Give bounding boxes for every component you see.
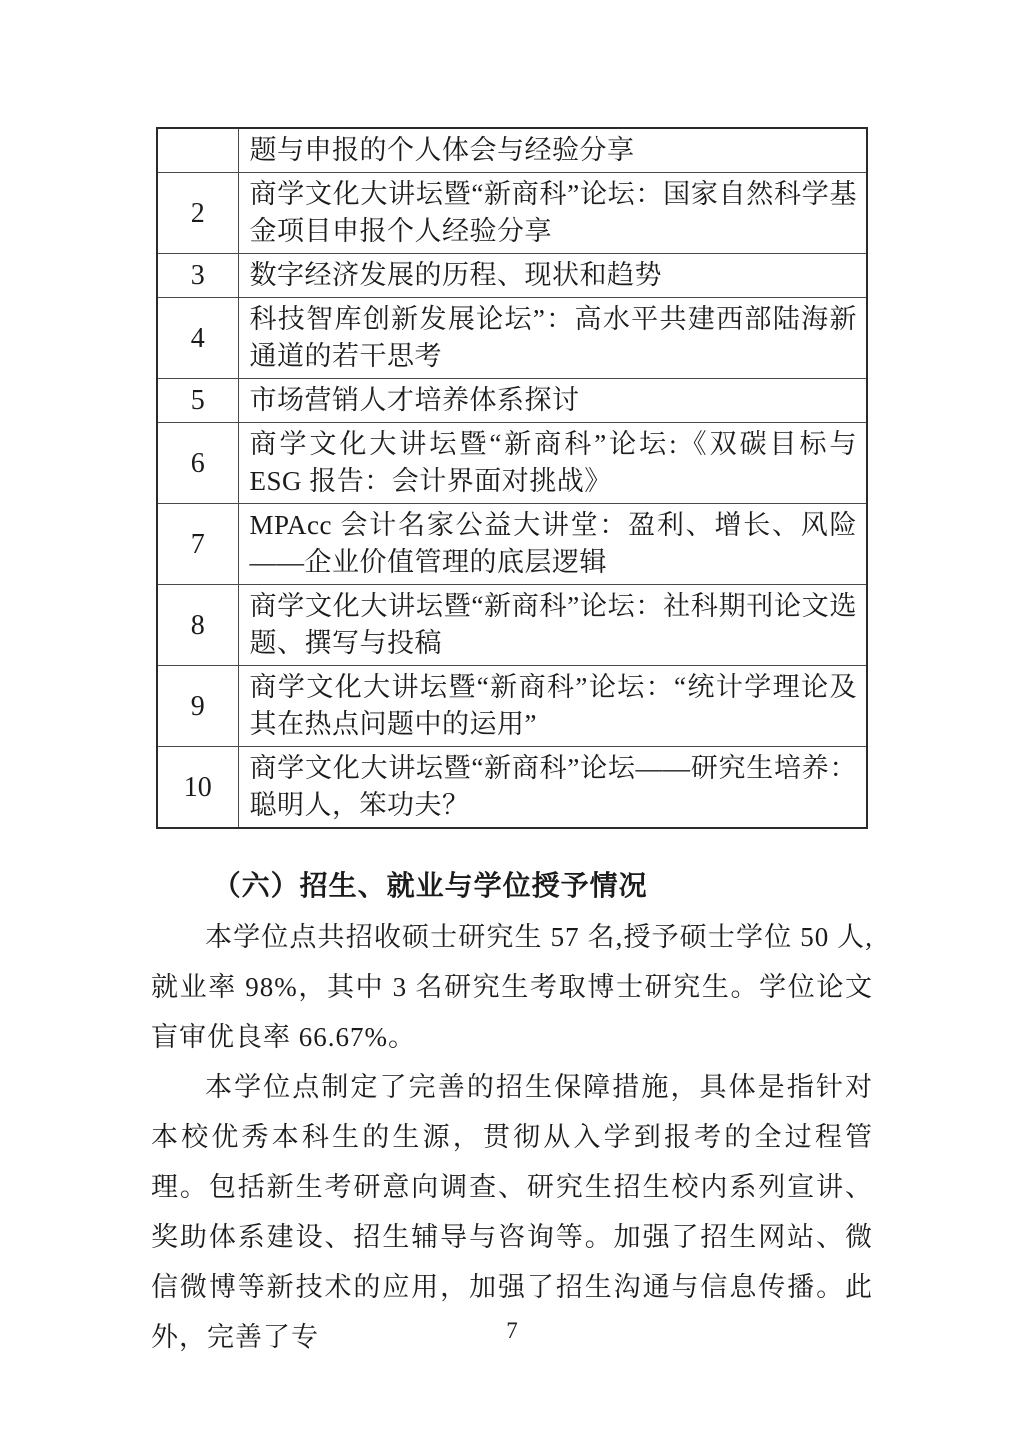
section-heading: （六）招生、就业与学位授予情况 — [212, 871, 648, 902]
page-number: 7 — [506, 1318, 518, 1343]
row-text-cell: 商学文化大讲坛暨“新商科”论坛：“统计学理论及其在热点问题中的运用” — [238, 666, 867, 747]
table-row — [157, 747, 867, 829]
paragraph-admissions-measures: 本学位点制定了完善的招生保障措施，具体是指针对本校优秀本科生的生源，贯彻从入学到报考的全过程管理。包括新生考研意向调查、研究生招生校内系列宣讲、奖助体系建设、招生辅导与咨询等。加强了招生网站、微信微博等新技术的应用，加强了招生沟通与信息传播。此外，完善了专 — [151, 1072, 873, 1352]
row-number-cell — [157, 128, 238, 173]
row-text-cell: 科技智库创新发展论坛”：高水平共建西部陆海新通道的若干思考 — [238, 298, 867, 379]
table-row — [157, 504, 867, 585]
row-text-cell: 市场营销人才培养体系探讨 — [238, 379, 867, 423]
paragraph-admissions-stats: 本学位点共招收硕士研究生 57 名,授予硕士学位 50 人,就业率 98%，其中 3 名研究生考取博士研究生。学位论文盲审优良率 66.67%。 — [151, 922, 873, 1052]
row-number-cell: 8 — [157, 585, 238, 666]
row-text-cell: 数字经济发展的历程、现状和趋势 — [238, 254, 867, 298]
table-row — [157, 254, 867, 298]
row-number-cell: 7 — [157, 504, 238, 585]
row-text-cell: 题与申报的个人体会与经验分享 — [238, 128, 867, 173]
row-number-cell: 5 — [157, 379, 238, 423]
row-text-cell: 商学文化大讲坛暨“新商科”论坛——研究生培养：聪明人，笨功夫？ — [238, 747, 867, 829]
row-number-cell: 10 — [157, 747, 238, 829]
table-row — [157, 585, 867, 666]
table-row — [157, 298, 867, 379]
row-text-cell: 商学文化大讲坛暨“新商科”论坛:《双碳目标与 ESG 报告：会计界面对挑战》 — [238, 423, 867, 504]
row-text-cell: 商学文化大讲坛暨“新商科”论坛：社科期刊论文选题、撰写与投稿 — [238, 585, 867, 666]
row-text-cell: MPAcc 会计名家公益大讲堂：盈利、增长、风险——企业价值管理的底层逻辑 — [238, 504, 867, 585]
row-text-cell: 商学文化大讲坛暨“新商科”论坛：国家自然科学基金项目申报个人经验分享 — [238, 173, 867, 254]
table-row — [157, 173, 867, 254]
table-row — [157, 379, 867, 423]
forum-list-table — [156, 127, 868, 829]
row-number-cell: 6 — [157, 423, 238, 504]
row-number-cell: 4 — [157, 298, 238, 379]
section-content — [151, 862, 873, 1362]
table-row — [157, 128, 867, 173]
table-row — [157, 666, 867, 747]
row-number-cell: 9 — [157, 666, 238, 747]
row-number-cell: 3 — [157, 254, 238, 298]
table-row — [157, 423, 867, 504]
row-number-cell: 2 — [157, 173, 238, 254]
